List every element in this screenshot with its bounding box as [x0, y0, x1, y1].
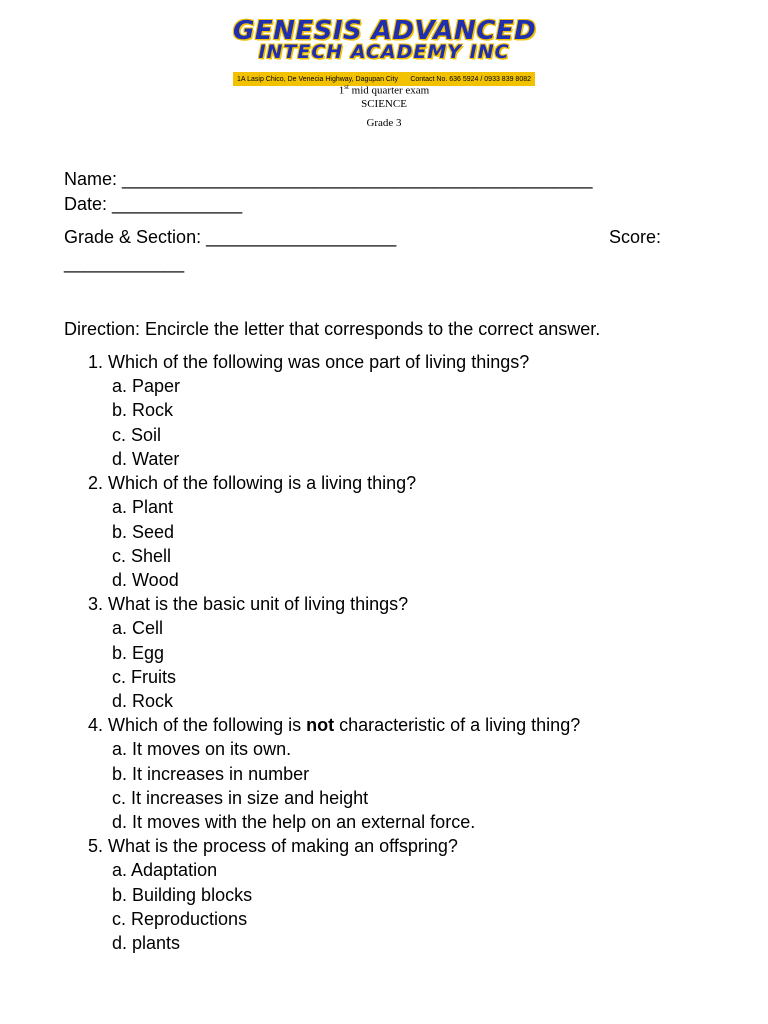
- option: d. plants: [112, 933, 181, 953]
- logo-line-2: INTECH ACADEMY INC: [258, 41, 510, 63]
- direction: Direction: Encircle the letter that corresponds to the correct answer.: [64, 319, 601, 339]
- question-1: 1. Which of the following was once part of living things?: [88, 352, 530, 372]
- exam-grade: Grade 3: [366, 117, 402, 129]
- option: c. Soil: [112, 425, 162, 445]
- exam-title: 1st mid quarter exam: [338, 83, 430, 97]
- option: c. It increases in size and height: [112, 788, 369, 808]
- option: a. Plant: [112, 497, 174, 517]
- option: a. Paper: [112, 376, 181, 396]
- option: c. Reproductions: [112, 909, 248, 929]
- score-label: Score:: [609, 227, 662, 247]
- option: b. Building blocks: [112, 885, 253, 905]
- logo-line-1: GENESIS ADVANCED: [233, 16, 537, 46]
- option: b. Egg: [112, 643, 165, 663]
- question-5: 5. What is the process of making an offspring?: [88, 836, 458, 856]
- grade-section-field: Grade & Section: ___________________: [64, 227, 397, 247]
- option: d. Wood: [112, 570, 179, 590]
- option: d. It moves with the help on an external force.: [112, 812, 476, 832]
- question-2: 2. Which of the following is a living thing?: [88, 473, 417, 493]
- score-line: ____________: [64, 253, 185, 273]
- exam-subject: SCIENCE: [361, 98, 407, 110]
- option: a. Adaptation: [112, 860, 218, 880]
- option: c. Fruits: [112, 667, 177, 687]
- option: c. Shell: [112, 546, 172, 566]
- question-3: 3. What is the basic unit of living things?: [88, 594, 409, 614]
- school-logo: [233, 16, 537, 83]
- option: a. Cell: [112, 618, 164, 638]
- logo-address: 1A Lasip Chico, De Venecia Highway, Dagupan City: [237, 75, 398, 83]
- question-4: 4. Which of the following is not characteristic of a living thing?: [88, 715, 581, 735]
- name-field: Name: _______________________________________________: [64, 169, 593, 189]
- option: d. Water: [112, 449, 180, 469]
- option: b. It increases in number: [112, 764, 310, 784]
- option: a. It moves on its own.: [112, 739, 292, 759]
- option: d. Rock: [112, 691, 174, 711]
- logo-contact: Contact No. 636 5924 / 0933 839 8082: [410, 75, 531, 83]
- option: b. Rock: [112, 400, 174, 420]
- date-field: Date: _____________: [64, 194, 243, 214]
- emphasis-not: not: [306, 715, 335, 735]
- option: b. Seed: [112, 522, 175, 542]
